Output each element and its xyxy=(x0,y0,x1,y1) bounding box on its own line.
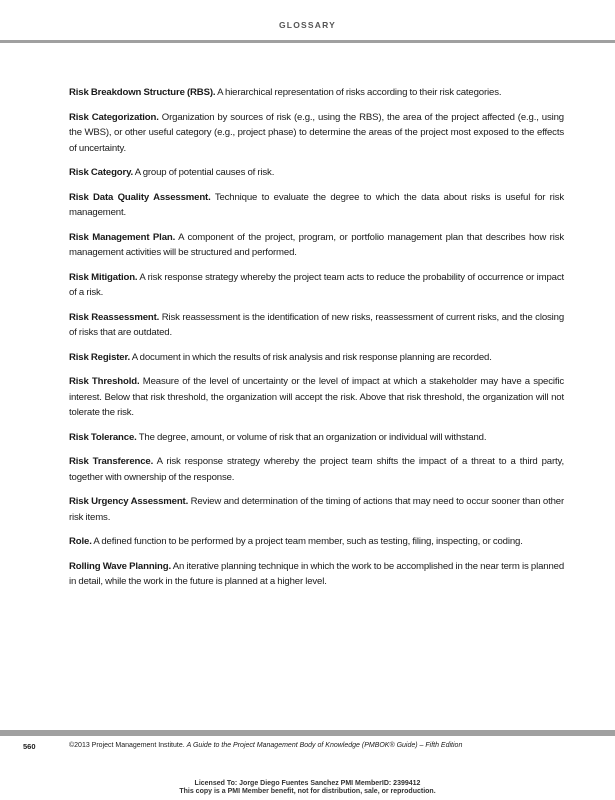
glossary-definition: A risk response strategy whereby the project team acts to reduce the probability of occurrence or impact of a risk. xyxy=(69,271,564,298)
glossary-term: Risk Category. xyxy=(69,167,134,178)
page-title: GLOSSARY xyxy=(279,20,336,30)
glossary-definition: A risk response strategy whereby the project team shifts the impact of a threat to a third party, together with ownership of the response. xyxy=(69,456,565,483)
glossary-term: Risk Breakdown Structure (RBS). xyxy=(69,87,216,98)
glossary-definition: An iterative planning technique in which the work to be accomplished in the near term is planned in detail, while the work in the future is planned at a higher level. xyxy=(69,560,565,587)
glossary-definition: A defined function to be performed by a project team member, such as testing, filing, inspecting, or coding. xyxy=(93,536,523,547)
glossary-entry xyxy=(69,454,564,485)
glossary-term: Risk Urgency Assessment. xyxy=(69,496,189,507)
page-header xyxy=(0,0,615,40)
glossary-list xyxy=(69,85,564,599)
glossary-entry xyxy=(69,230,564,261)
glossary-entry xyxy=(69,165,564,181)
glossary-term: Risk Mitigation. xyxy=(69,271,138,283)
glossary-entry xyxy=(69,559,564,590)
glossary-definition: Measure of the level of uncertainty or the level of impact at which a stakeholder may have a specific interest. Below that risk threshold, the organization will accept the risk. Above that risk threshold, the organization will not tolerate the risk. xyxy=(69,376,565,418)
glossary-definition: Risk reassessment is the identification of new risks, reassessment of current risks, and the closing of risks that are outdated. xyxy=(69,311,564,338)
glossary-definition: A hierarchical representation of risks according to their risk categories. xyxy=(217,87,502,98)
glossary-term: Risk Register. xyxy=(69,351,131,363)
glossary-entry xyxy=(69,350,564,366)
glossary-definition: Organization by sources of risk (e.g., using the RBS), the area of the project affected (e.g., using the WBS), or other useful category (e.g., project phase) to determine the areas of the project most exposed to the effects of uncertainty. xyxy=(69,111,564,154)
glossary-term: Role. xyxy=(69,536,92,547)
glossary-term: Risk Management Plan. xyxy=(69,231,176,243)
header-divider xyxy=(0,40,615,43)
glossary-term: Risk Reassessment. xyxy=(69,311,160,323)
glossary-term: Rolling Wave Planning. xyxy=(69,560,171,572)
glossary-definition: Review and determination of the timing of actions that may need to occur sooner than other risk items. xyxy=(69,496,564,523)
footer-divider xyxy=(0,730,615,736)
page-number: 560 xyxy=(23,742,36,751)
license-line-1: Licensed To: Jorge Diego Fuentes Sanchez PMI MemberID: 2399412 xyxy=(194,780,421,787)
glossary-definition: Technique to evaluate the degree to which the data about risks is useful for risk management. xyxy=(69,191,564,218)
glossary-term: Risk Categorization. xyxy=(69,111,159,123)
glossary-entry xyxy=(69,494,564,525)
glossary-definition: A group of potential causes of risk. xyxy=(134,167,275,178)
glossary-entry xyxy=(69,190,564,221)
glossary-entry xyxy=(69,310,564,341)
copyright-prefix: ©2013 Project Management Institute. xyxy=(69,742,185,749)
glossary-entry xyxy=(69,430,564,446)
glossary-entry xyxy=(69,534,564,550)
glossary-entry xyxy=(69,85,564,101)
glossary-entry xyxy=(69,270,564,301)
glossary-definition: The degree, amount, or volume of risk that an organization or individual will withstand. xyxy=(138,431,487,443)
glossary-term: Risk Transference. xyxy=(69,456,154,467)
glossary-entry xyxy=(69,110,564,157)
glossary-entry xyxy=(69,374,564,421)
glossary-definition: A component of the project, program, or portfolio management plan that describes how risk management activities will be structured and performed. xyxy=(69,231,564,258)
copyright-line xyxy=(69,742,462,749)
glossary-term: Risk Tolerance. xyxy=(69,431,137,443)
book-title: A Guide to the Project Management Body of Knowledge (PMBOK® Guide) – Fifth Edition xyxy=(186,742,463,749)
license-notice xyxy=(0,780,615,796)
glossary-definition: A document in which the results of risk analysis and risk response planning are recorded. xyxy=(131,351,492,363)
license-line-2: This copy is a PMI Member benefit, not for distribution, sale, or reproduction. xyxy=(179,788,436,795)
glossary-term: Risk Data Quality Assessment. xyxy=(69,191,211,203)
glossary-term: Risk Threshold. xyxy=(69,376,140,387)
